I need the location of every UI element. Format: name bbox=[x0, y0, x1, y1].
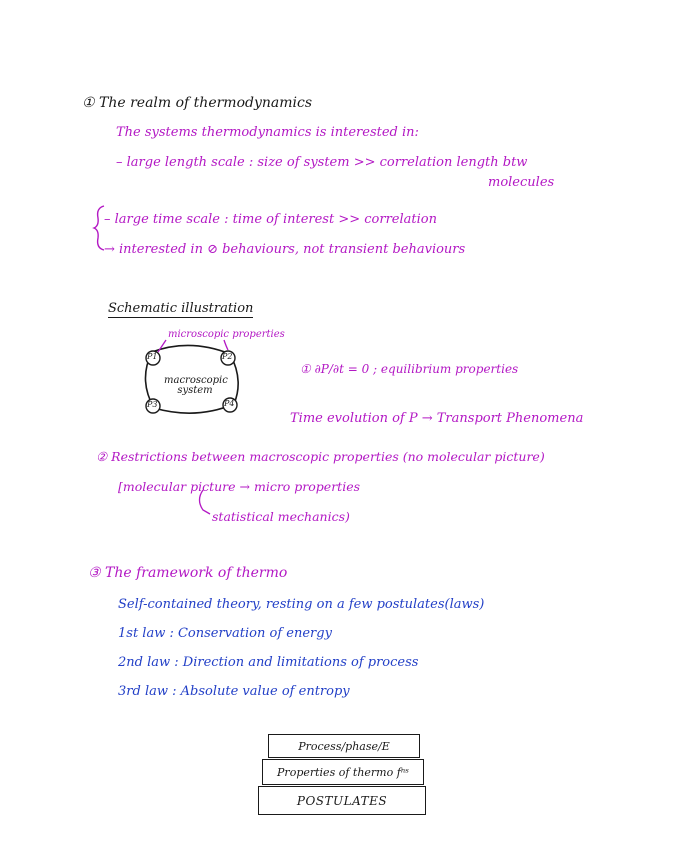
brace-mark bbox=[94, 206, 104, 250]
schematic-title: Schematic illustration bbox=[108, 301, 254, 316]
section2-statmech: statistical mechanics) bbox=[212, 509, 350, 524]
schematic-system-label: macroscopic system bbox=[164, 375, 228, 396]
stack-top: Process/phase/E bbox=[268, 734, 420, 758]
corner-label-p4: P4 bbox=[224, 399, 235, 408]
annotation-arrow-left bbox=[158, 340, 166, 352]
section3-heading: ③ The framework of thermo bbox=[88, 565, 288, 581]
section2-heading: ② Restrictions between macroscopic properties (no molecular picture) bbox=[96, 449, 545, 464]
section1-heading: ① The realm of thermodynamics bbox=[82, 95, 313, 111]
section3-theory: Self-contained theory, resting on a few postulates(laws) bbox=[118, 597, 485, 612]
schematic-annotation: microscopic properties bbox=[168, 329, 285, 340]
section1-time-scale: – large time scale : time of interest >> correlation bbox=[104, 212, 437, 227]
section2-molecular: [molecular picture → micro properties bbox=[118, 479, 361, 494]
stack-middle: Properties of thermo fⁿˢ bbox=[262, 759, 424, 785]
section3-second-law: 2nd law : Direction and limitations of process bbox=[118, 655, 419, 670]
section1-intro: The systems thermodynamics is interested in: bbox=[116, 125, 419, 140]
corner-label-p3: P3 bbox=[147, 400, 158, 409]
schematic-transport: Time evolution of P → Transport Phenomena bbox=[290, 411, 584, 426]
corner-label-p1: P1 bbox=[147, 352, 158, 361]
annotation-arrow-right bbox=[224, 340, 228, 350]
section1-interest: → interested in ⊘ behaviours, not transient behaviours bbox=[104, 242, 466, 257]
stack-bottom: POSTULATES bbox=[258, 786, 426, 815]
schematic-equilibrium: ① ∂P/∂t = 0 ; equilibrium properties bbox=[300, 362, 519, 376]
section3-third-law: 3rd law : Absolute value of entropy bbox=[118, 684, 350, 699]
section1-length-scale-cont: molecules bbox=[488, 175, 555, 190]
section3-first-law: 1st law : Conservation of energy bbox=[118, 626, 332, 641]
section1-length-scale: – large length scale : size of system >> correlation length btw bbox=[116, 155, 528, 170]
corner-label-p2: P2 bbox=[222, 352, 233, 361]
